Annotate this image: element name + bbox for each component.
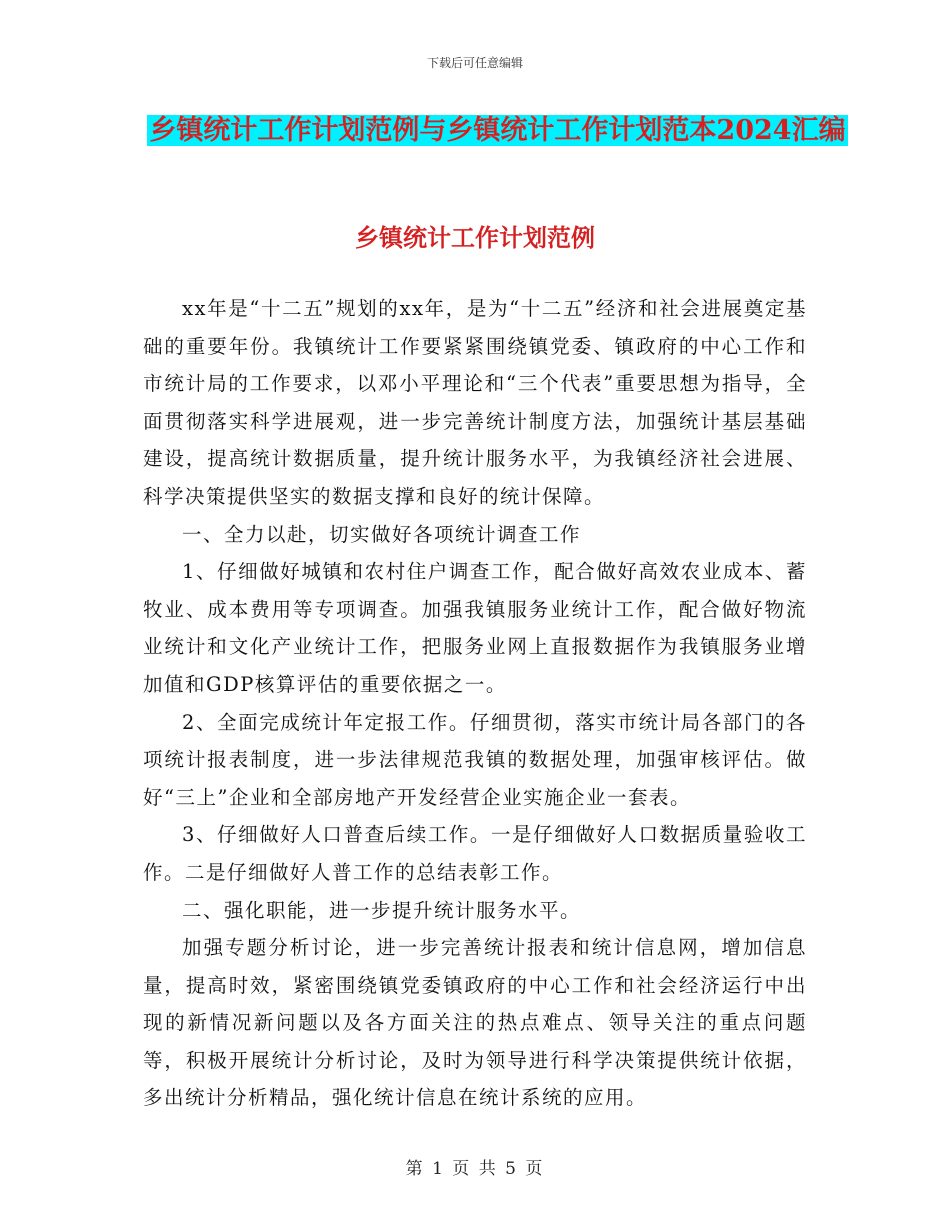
paragraph: 3、仔细做好人口普查后续工作。一是仔细做好人口数据质量验收工作。二是仔细做好人普工作的总结表彰工作。 xyxy=(143,823,807,884)
paragraph: 2、全面完成统计年定报工作。仔细贯彻，落实市统计局各部门的各项统计报表制度，进一步法律规范我镇的数据处理，加强审核评估。做好“三上”企业和全部房地产开发经营企业实施企业一套表。 xyxy=(143,710,807,809)
paragraph: xx年是“十二五”规划的xx年，是为“十二五”经济和社会进展奠定基础的重要年份。我镇统计工作要紧紧围绕镇党委、镇政府的中心工作和市统计局的工作要求，以邓小平理论和“三个代表”重要思想为指导，全面贯彻落实科学进展观，进一步完善统计制度方法，加强统计基层基础建设，提高统计数据质量，提升统计服务水平，为我镇经济社会进展、科学决策提供坚实的数据支撑和良好的统计保障。 xyxy=(143,297,807,508)
body-text xyxy=(143,290,807,1117)
document-title xyxy=(140,108,855,154)
paragraph-heading: 二、强化职能，进一步提升统计服务水平。 xyxy=(182,898,582,922)
section-title: 乡镇统计工作计划范例 xyxy=(355,223,595,252)
paragraph: 1、仔细做好城镇和农村住户调查工作，配合做好高效农业成本、蓄牧业、成本费用等专项调查。加强我镇服务业统计工作，配合做好物流业统计和文化产业统计工作，把服务业网上直报数据作为我镇服务业增加值和GDP核算评估的重要依据之一。 xyxy=(143,560,807,696)
paragraph: 加强专题分析讨论，进一步完善统计报表和统计信息网，增加信息量，提高时效，紧密围绕镇党委镇政府的中心工作和社会经济运行中出现的新情况新问题以及各方面关注的热点难点、领导关注的重点问题等，积极开展统计分析讨论，及时为领导进行科学决策提供统计依据，多出统计分析精品，强化统计信息在统计系统的应用。 xyxy=(143,936,807,1110)
paragraph-heading: 一、全力以赴，切实做好各项统计调查工作 xyxy=(182,522,582,546)
page-footer: 第 1 页 共 5 页 xyxy=(405,1159,545,1179)
document-title-text: 乡镇统计工作计划范例与乡镇统计工作计划范本2024汇编 xyxy=(149,115,846,146)
header-note: 下载后可任意编辑 xyxy=(426,56,523,70)
